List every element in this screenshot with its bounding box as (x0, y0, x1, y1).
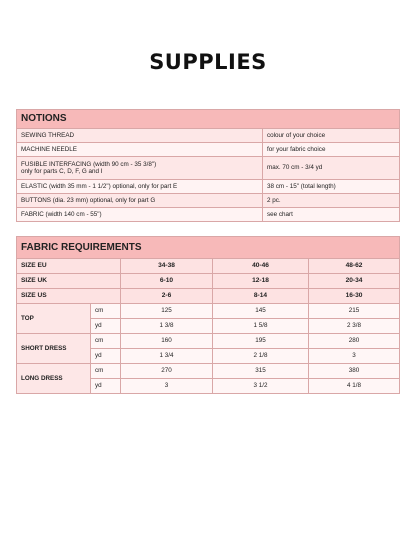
fabric-value: 3 (121, 379, 213, 394)
fabric-value: 2 3/8 (309, 319, 400, 334)
fabric-value: 3 (309, 349, 400, 364)
fabric-row (17, 334, 400, 349)
size-value: 8-14 (213, 289, 309, 304)
fabric-value: 125 (121, 304, 213, 319)
notion-item: SEWING THREAD (17, 129, 263, 143)
fabric-value: 4 1/8 (309, 379, 400, 394)
notions-row (17, 143, 400, 157)
size-value: 20-34 (309, 274, 400, 289)
notions-title: NOTIONS (17, 110, 400, 129)
fabric-value: 215 (309, 304, 400, 319)
size-value: 12-18 (213, 274, 309, 289)
garment-label: SHORT DRESS (17, 334, 91, 364)
size-value: 6-10 (121, 274, 213, 289)
unit-label: yd (91, 349, 121, 364)
notion-item: MACHINE NEEDLE (17, 143, 263, 157)
fabric-header-row (17, 237, 400, 259)
notions-row (17, 157, 400, 180)
fabric-title: FABRIC REQUIREMENTS (17, 237, 400, 259)
fabric-value: 2 1/8 (213, 349, 309, 364)
size-row (17, 274, 400, 289)
notions-table (16, 109, 400, 222)
notion-item: FABRIC (width 140 cm - 55") (17, 208, 263, 222)
fabric-value: 145 (213, 304, 309, 319)
size-label: SIZE US (17, 289, 121, 304)
fabric-value: 280 (309, 334, 400, 349)
size-value: 16-30 (309, 289, 400, 304)
size-row (17, 289, 400, 304)
unit-label: cm (91, 334, 121, 349)
size-label: SIZE EU (17, 259, 121, 274)
size-value: 40-46 (213, 259, 309, 274)
unit-label: cm (91, 364, 121, 379)
notion-item-note: only for parts C, D, F, G and I (21, 168, 103, 175)
fabric-value: 1 5/8 (213, 319, 309, 334)
fabric-requirements-table (16, 236, 400, 394)
garment-label: LONG DRESS (17, 364, 91, 394)
fabric-value: 315 (213, 364, 309, 379)
notion-value: for your fabric choice (263, 143, 400, 157)
notions-header-row (17, 110, 400, 129)
notion-value: max. 70 cm - 3/4 yd (263, 157, 400, 180)
fabric-value: 160 (121, 334, 213, 349)
unit-label: cm (91, 304, 121, 319)
notions-row (17, 129, 400, 143)
fabric-row (17, 304, 400, 319)
fabric-value: 270 (121, 364, 213, 379)
notion-item: FUSIBLE INTERFACING (width 90 cm - 35 3/8") (21, 160, 157, 168)
notion-item-cell (17, 157, 263, 180)
page-title: SUPPLIES (149, 50, 267, 74)
notion-value: colour of your choice (263, 129, 400, 143)
fabric-value: 195 (213, 334, 309, 349)
notions-row (17, 208, 400, 222)
size-value: 2-6 (121, 289, 213, 304)
unit-label: yd (91, 319, 121, 334)
notions-row (17, 180, 400, 194)
notion-value: see chart (263, 208, 400, 222)
fabric-value: 1 3/4 (121, 349, 213, 364)
fabric-value: 1 3/8 (121, 319, 213, 334)
notion-value: 38 cm - 15" (total length) (263, 180, 400, 194)
size-value: 34-38 (121, 259, 213, 274)
notion-item: BUTTONS (dia. 23 mm) optional, only for part G (17, 194, 263, 208)
notions-row (17, 194, 400, 208)
fabric-value: 380 (309, 364, 400, 379)
notion-value: 2 pc. (263, 194, 400, 208)
garment-label: TOP (17, 304, 91, 334)
size-label: SIZE UK (17, 274, 121, 289)
notion-item: ELASTIC (width 35 mm - 1 1/2") optional, only for part E (17, 180, 263, 194)
size-value: 48-62 (309, 259, 400, 274)
unit-label: yd (91, 379, 121, 394)
size-row (17, 259, 400, 274)
fabric-row (17, 364, 400, 379)
fabric-value: 3 1/2 (213, 379, 309, 394)
